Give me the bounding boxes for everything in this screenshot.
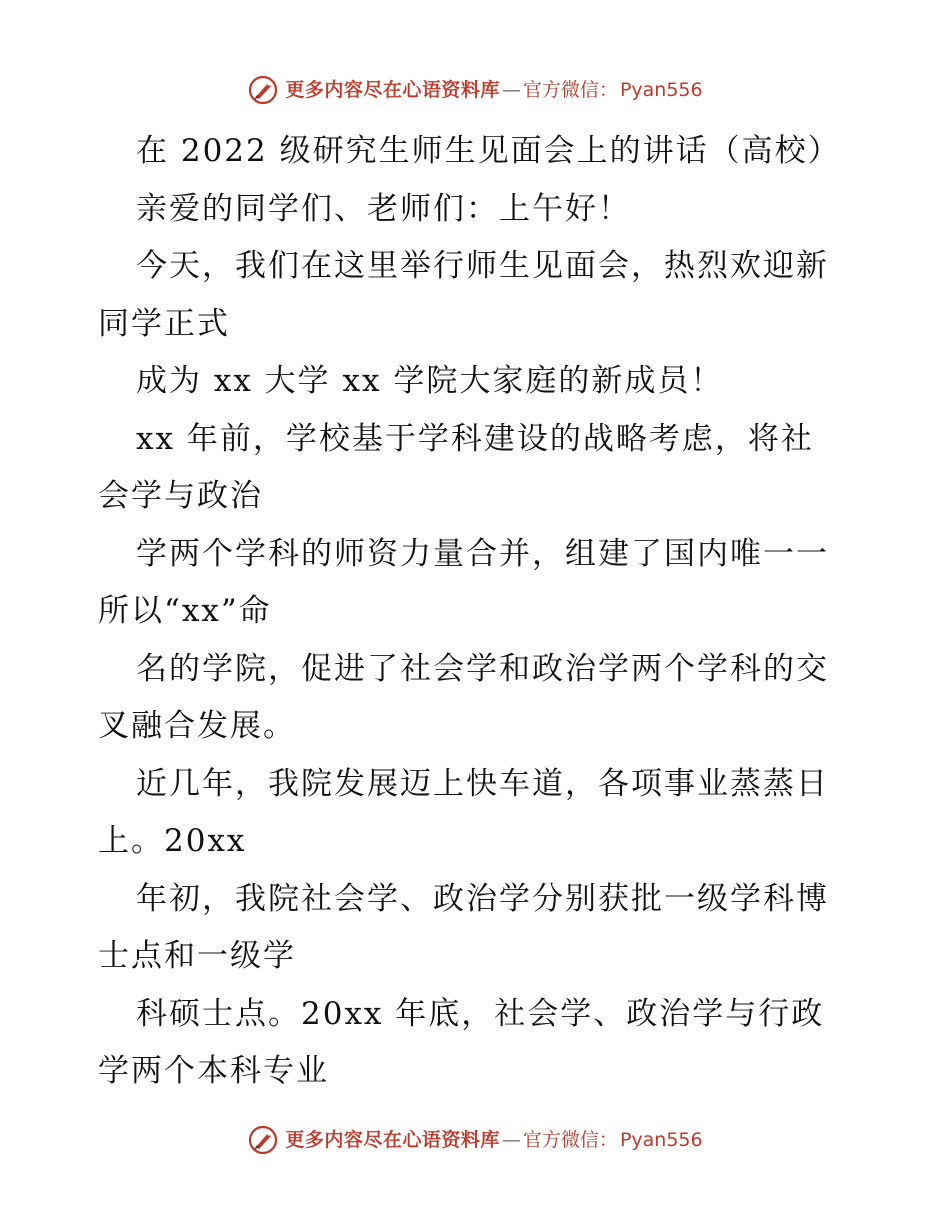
text-line: xx 年前，学校基于学科建设的战略考虑，将社 [136,420,814,457]
quill-logo-icon [247,1124,279,1156]
salutation: 亲爱的同学们、老师们：上午好！ [136,190,631,227]
footer-banner [0,1120,950,1160]
banner-wechat-label: 官方微信： [522,1128,618,1151]
text-line: 学两个本科专业 [98,1053,329,1089]
text-line: 所以“xx”命 [98,593,272,629]
banner-text [285,1128,703,1151]
text-line: 上。20xx [98,823,247,859]
banner-dash: — [501,1128,521,1151]
quill-logo-icon [247,74,279,106]
text-line: 同学正式 [98,305,230,342]
text-line: 年初，我院社会学、政治学分别获批一级学科博 [136,880,829,917]
banner-wechat-label: 官方微信： [522,78,618,101]
text-line: 叉融合发展。 [98,708,296,744]
banner-main-text: 更多内容尽在心语资料库 [285,1128,500,1151]
text-line: 科硕士点。20xx 年底，社会学、政治学与行政 [136,995,825,1032]
text-line: 名的学院，促进了社会学和政治学两个学科的交 [136,650,829,687]
text-line: 学两个学科的师资力量合并，组建了国内唯一一 [136,535,829,572]
document-title: 在 2022 级研究生师生见面会上的讲话（高校） [136,133,841,169]
text-line: 今天，我们在这里举行师生见面会，热烈欢迎新 [136,248,829,284]
text-line: 成为 xx 大学 xx 学院大家庭的新成员！ [136,363,724,399]
header-banner [0,70,950,110]
banner-dash: — [501,78,521,101]
banner-text [285,78,703,101]
banner-wechat-id: Pyan556 [619,78,703,101]
text-line: 近几年，我院发展迈上快车道，各项事业蒸蒸日 [136,765,829,802]
banner-wechat-id: Pyan556 [619,1128,703,1151]
banner-main-text: 更多内容尽在心语资料库 [285,78,500,101]
document-body [98,123,858,1101]
text-line: 会学与政治 [98,478,263,514]
text-line: 士点和一级学 [98,938,296,974]
